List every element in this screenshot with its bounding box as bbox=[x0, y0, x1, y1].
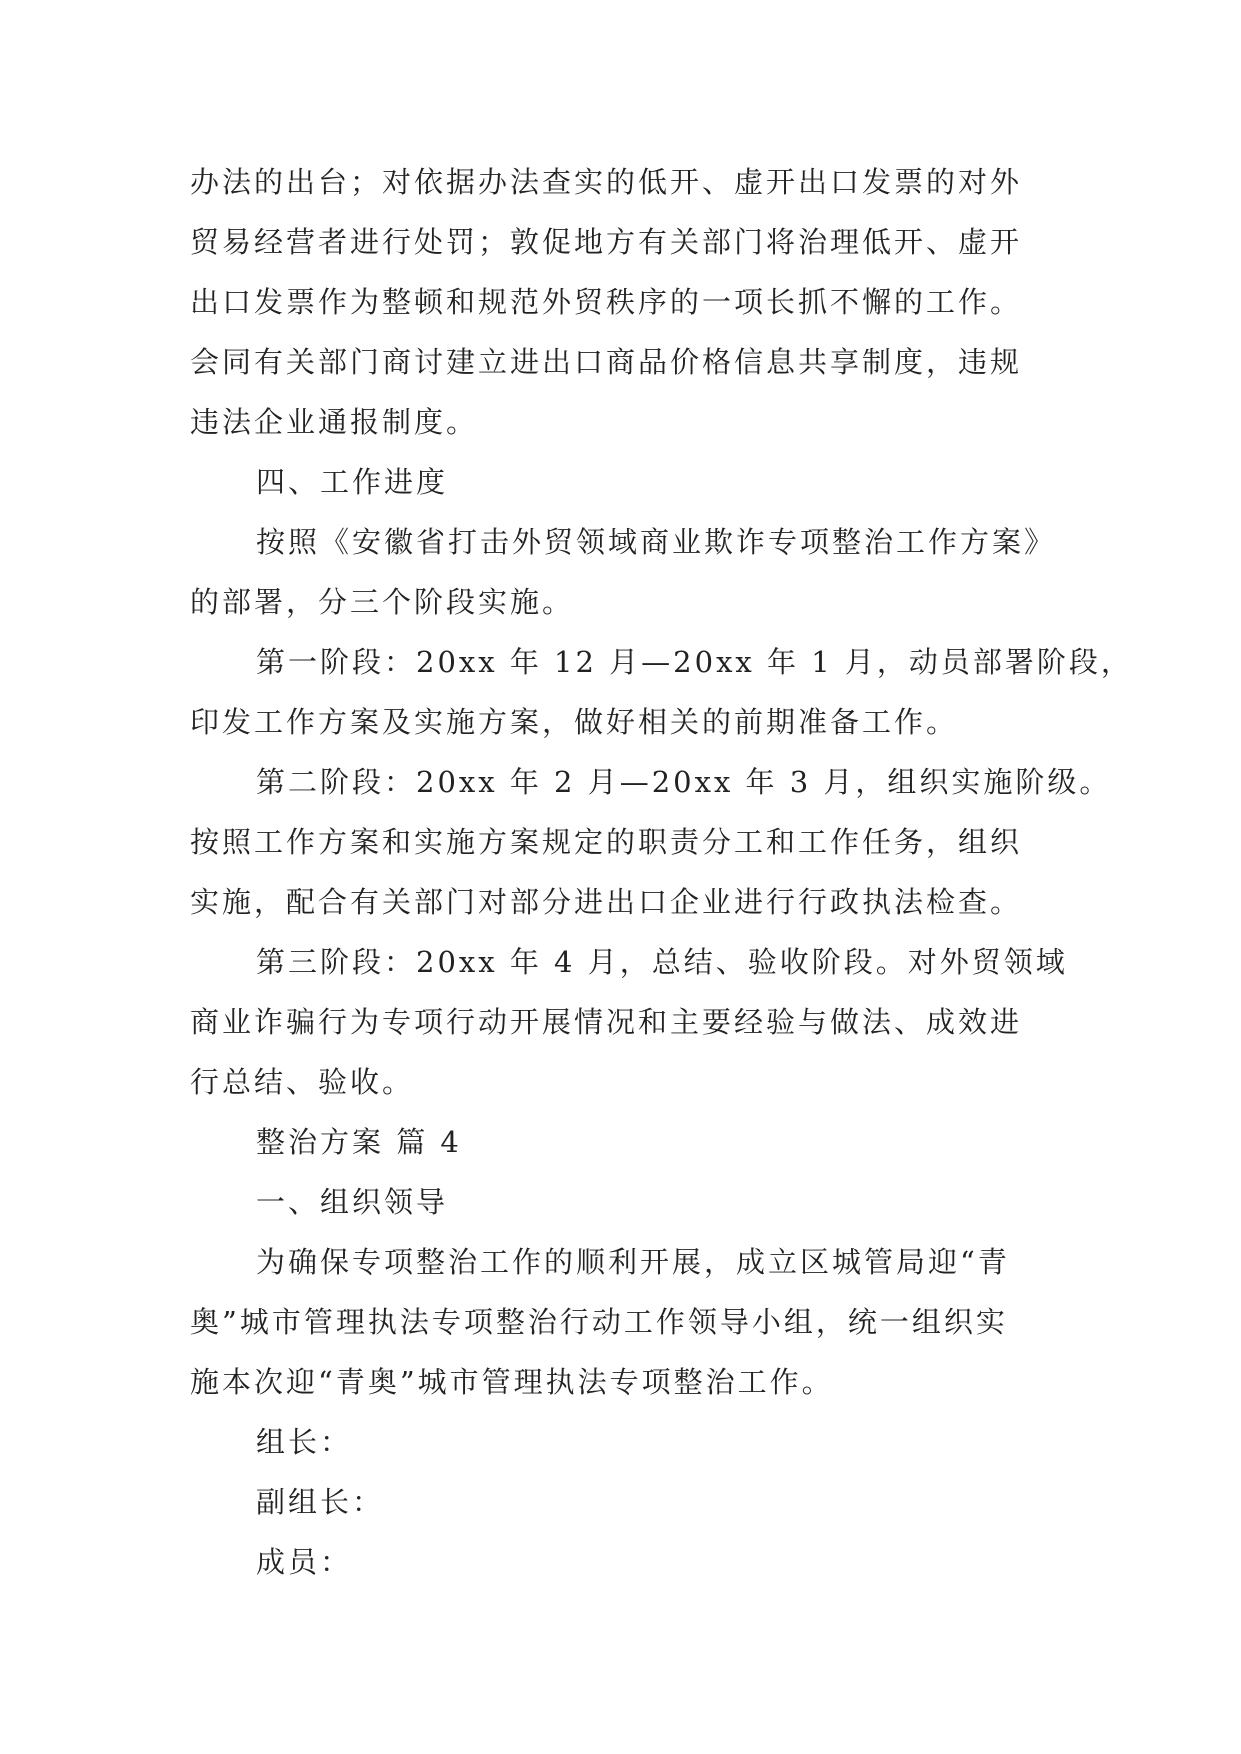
text-line: 行总结、验收。 bbox=[190, 1065, 415, 1099]
text-line: 组长： bbox=[256, 1425, 353, 1459]
text-line: 第三阶段：20xx 年 4 月，总结、验收阶段。对外贸领域 bbox=[256, 945, 1068, 979]
text-line: 一、组织领导 bbox=[256, 1185, 449, 1219]
text-line: 按照《安徽省打击外贸领域商业欺诈专项整治工作方案》 bbox=[256, 525, 1057, 559]
text-line: 施本次迎“青奥”城市管理执法专项整治工作。 bbox=[190, 1365, 834, 1399]
text-line: 奥”城市管理执法专项整治行动工作领导小组，统一组织实 bbox=[190, 1305, 1008, 1339]
text-line: 违法企业通报制度。 bbox=[190, 405, 479, 439]
text-line: 办法的出台；对依据办法查实的低开、虚开出口发票的对外 bbox=[190, 165, 1023, 199]
text-line: 第二阶段：20xx 年 2 月—20xx 年 3 月，组织实施阶级。 bbox=[256, 765, 1112, 799]
text-line: 第一阶段：20xx 年 12 月—20xx 年 1 月，动员部署阶段， bbox=[256, 645, 1133, 679]
text-line: 的部署，分三个阶段实施。 bbox=[190, 585, 575, 619]
document-body bbox=[190, 152, 1133, 1592]
text-line: 为确保专项整治工作的顺利开展，成立区城管局迎“青 bbox=[256, 1245, 1010, 1279]
text-line: 副组长： bbox=[256, 1485, 385, 1519]
text-line: 出口发票作为整顿和规范外贸秩序的一项长抓不懈的工作。 bbox=[190, 285, 1023, 319]
text-line: 实施，配合有关部门对部分进出口企业进行行政执法检查。 bbox=[190, 885, 1023, 919]
text-line: 按照工作方案和实施方案规定的职责分工和工作任务，组织 bbox=[190, 825, 1023, 859]
text-line: 印发工作方案及实施方案，做好相关的前期准备工作。 bbox=[190, 705, 959, 739]
text-line: 贸易经营者进行处罚；敦促地方有关部门将治理低开、虚开 bbox=[190, 225, 1023, 259]
text-line: 成员： bbox=[256, 1545, 353, 1579]
text-line: 四、工作进度 bbox=[256, 465, 449, 499]
text-line: 会同有关部门商讨建立进出口商品价格信息共享制度，违规 bbox=[190, 345, 1023, 379]
text-line: 整治方案 篇 4 bbox=[256, 1125, 462, 1159]
text-line: 商业诈骗行为专项行动开展情况和主要经验与做法、成效进 bbox=[190, 1005, 1023, 1039]
